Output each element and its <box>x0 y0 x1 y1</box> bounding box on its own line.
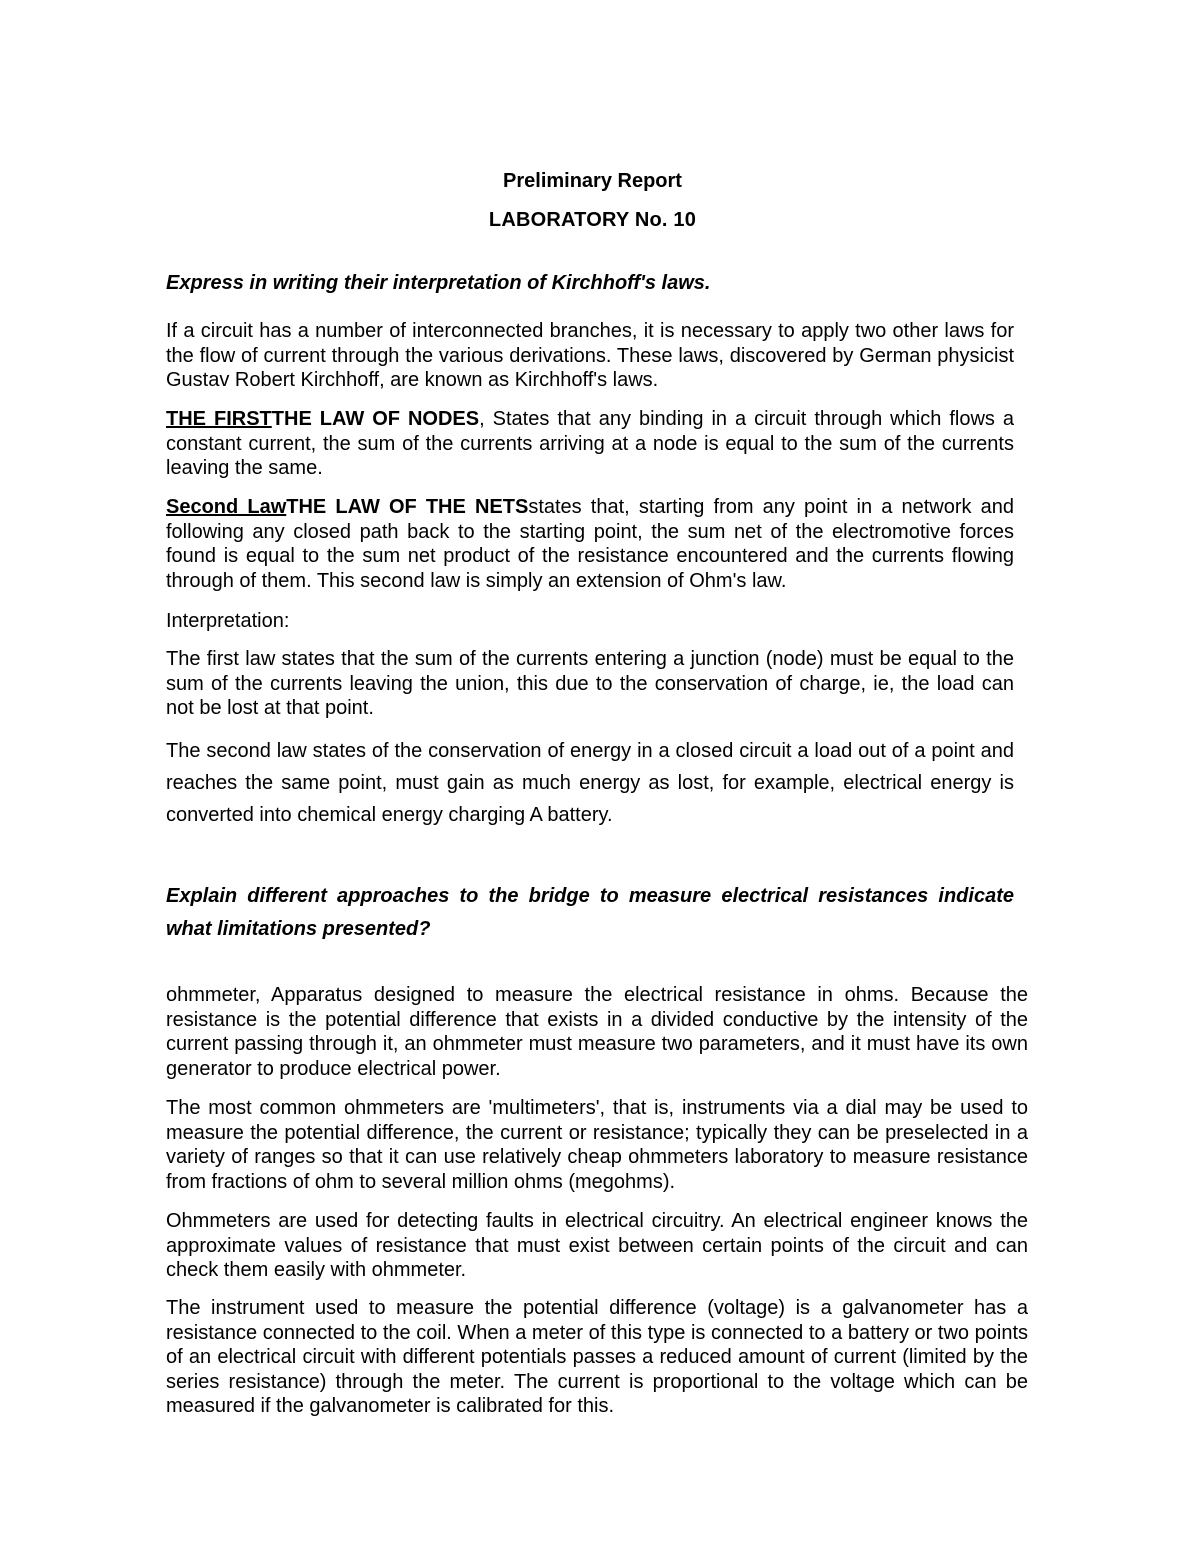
first-law-text: , States that any binding in a circuit through which flows a constant current, the sum of the currents arriving at a node is equal to the sum of the currents leaving the same. <box>166 408 1015 479</box>
second-law-name: THE LAW OF THE NETS <box>286 496 529 518</box>
ohmmeter-paragraph-3: Ohmmeters are used for detecting faults in electrical circuitry. An electrical engineer knows the approximate values of resistance that must exist between certain points of the circuit and can check them easily with ohmmeter. <box>166 1210 1028 1281</box>
interpretation-first-law: The first law states that the sum of the currents entering a junction (node) must be equal to the sum of the currents leaving the union, this due to the conservation of charge, ie, the load can not be lost at that point. <box>166 648 1014 719</box>
ohmmeter-paragraph-2: The most common ohmmeters are 'multimeters', that is, instruments via a dial may be used to measure the potential difference, the current or resistance; typically they can be preselected in a variety of ranges so that it can use relatively cheap ohmmeters laboratory to measure resistance from fractions of ohm to several million ohms (megohms). <box>166 1097 1028 1193</box>
question-kirchhoff: Express in writing their interpretation of Kirchhoff's laws. <box>166 272 711 294</box>
first-law-paragraph <box>166 407 1014 481</box>
second-law-paragraph <box>166 495 1014 593</box>
ohmmeter-paragraph-1: ohmmeter, Apparatus designed to measure the electrical resistance in ohms. Because the resistance is the potential difference that exists in a divided conductive by the intensity of the current passing through it, an ohmmeter must measure two parameters, and it must have its own generator to produce electrical power. <box>166 984 1028 1080</box>
first-law-name: THE LAW OF NODES <box>271 408 480 430</box>
second-law-label: Second Law <box>166 496 287 518</box>
intro-paragraph: If a circuit has a number of interconnected branches, it is necessary to apply two other laws for the flow of current through the various derivations. These laws, discovered by German physicist Gustav Robert Kirchhoff, are known as Kirchhoff's laws. <box>166 320 1014 391</box>
laboratory-number: LABORATORY No. 10 <box>488 209 697 231</box>
galvanometer-paragraph: The instrument used to measure the potential difference (voltage) is a galvanometer has a resistance connected to the coil. When a meter of this type is connected to a battery or two points of an electrical circuit with different potentials passes a reduced amount of current (limited by the series resistance) through the meter. The current is proportional to the voltage which can be measured if the galvanometer is calibrated for this. <box>166 1297 1028 1417</box>
first-law-label: THE FIRST <box>166 408 272 430</box>
question-bridge: Explain different approaches to the bridge to measure electrical resistances indicate what limitations presented? <box>166 885 1014 940</box>
second-law-text: states that, starting from any point in a network and following any closed path back to the starting point, the sum net of the electromotive forces found is equal to the sum net product of the resistance encountered and the currents flowing through of them. This second law is simply an extension of Ohm's law. <box>166 496 1014 592</box>
interpretation-second-law: The second law states of the conservation of energy in a closed circuit a load out of a point and reaches the same point, must gain as much energy as lost, for example, electrical energy is converted into chemical energy charging A battery. <box>166 740 1014 826</box>
report-title: Preliminary Report <box>503 170 682 192</box>
interpretation-heading: Interpretation: <box>166 610 290 632</box>
